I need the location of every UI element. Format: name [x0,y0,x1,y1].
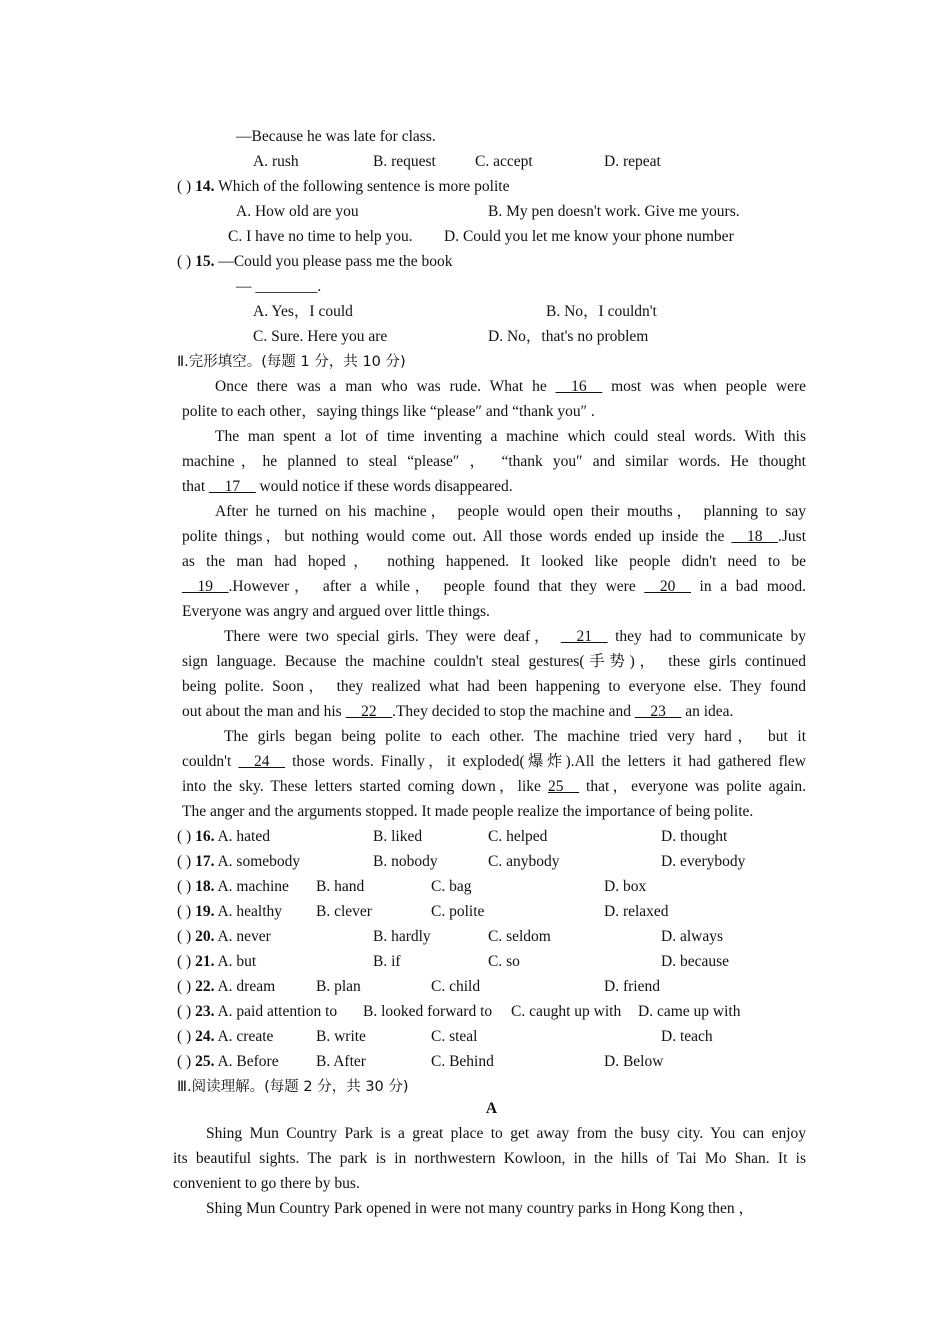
q14-option-d[interactable]: D. Could you let me know your phone number [444,228,734,245]
answer-paren[interactable]: ( ) [177,1028,192,1045]
reading-a-heading: A [485,1100,498,1117]
blank-19[interactable]: __19__ [182,578,229,595]
option-b[interactable]: B. looked forward to [363,1003,493,1020]
answer-paren[interactable]: ( ) [177,878,192,895]
blank-22[interactable]: __22__ [345,703,393,720]
option-b[interactable]: B. hardly [373,928,431,945]
blank-16[interactable]: __16__ [555,378,603,395]
option-c[interactable]: C. child [431,978,481,995]
q13-answer-line: —Because he was late for class. [236,128,436,145]
option-a[interactable]: A. somebody [217,853,301,870]
option-b[interactable]: B. hand [316,878,365,895]
choice-row-25: ( ) 25. A. Before [177,1053,279,1070]
passage-p2-line2: machine，he planned to steal “please″ ， “thank you″ and similar words. He thought [182,453,806,470]
blank-23[interactable]: __23__ [634,703,682,720]
passage-p5-line4: The anger and the arguments stopped. It made people realize the importance of being polite. [182,803,754,820]
option-a[interactable]: A. Before [217,1053,279,1070]
option-a[interactable]: A. healthy [217,903,283,920]
answer-paren[interactable]: ( ) [177,828,192,845]
option-b[interactable]: B. if [373,953,401,970]
choice-row-24: ( ) 24. A. create [177,1028,274,1045]
option-c[interactable]: C. caught up with [511,1003,622,1020]
option-d[interactable]: D. because [661,953,729,970]
q15-stem-line [177,252,453,272]
passage-p3-line3: as the man had hoped， nothing happened. It looked like people didn't need to be [182,553,806,570]
q14-option-c[interactable]: C. I have no time to help you. [228,228,413,245]
answer-paren[interactable]: ( ) [177,853,192,870]
option-a[interactable]: A. machine [217,878,289,895]
choice-row-17: ( ) 17. A. somebody [177,853,301,870]
option-a[interactable]: A. create [217,1028,274,1045]
option-d[interactable]: D. relaxed [604,903,669,920]
option-d[interactable]: D. Below [604,1053,664,1070]
passage-p3-line2: polite things，but nothing would come out. All those words ended up inside the __18__.Just [182,528,806,545]
choice-row-20: ( ) 20. A. never [177,928,271,945]
q13-option-b[interactable]: B. request [373,153,436,170]
option-d[interactable]: D. came up with [638,1003,741,1020]
choice-row-19: ( ) 19. A. healthy [177,903,283,920]
option-b[interactable]: B. After [316,1053,366,1070]
choice-row-16: ( ) 16. A. hated [177,828,270,845]
option-c[interactable]: C. bag [431,878,472,895]
question-number: 15. [195,253,215,270]
passage-p1-line2: polite to each other，saying things like “please″ and “thank you″ . [182,403,595,420]
blank-21[interactable]: __21__ [560,628,608,645]
reading-a-p2-line1: Shing Mun Country Park opened in were not many country parks in Hong Kong then ， [206,1200,755,1217]
passage-p5-line2: couldn't __24__ those words. Finally，it exploded(爆炸).All the letters it had gathered flew [182,753,806,770]
blank-24[interactable]: __24__ [238,753,285,770]
answer-paren[interactable]: ( ) [177,178,192,195]
passage-p3-line5: Everyone was angry and argued over little things. [182,603,490,620]
option-d[interactable]: D. teach [661,1028,713,1045]
q13-option-d[interactable]: D. repeat [604,153,661,170]
option-d[interactable]: D. always [661,928,723,945]
passage-p4-line1: There were two special girls. They were deaf， __21__ they had to communicate by [224,628,806,645]
option-a[interactable]: A. hated [217,828,270,845]
blank-18[interactable]: __18__ [731,528,778,545]
q15-option-b[interactable]: B. No，I couldn't [546,303,657,320]
blank-20[interactable]: __20__ [644,578,691,595]
q15-option-a[interactable]: A. Yes，I could [253,303,353,320]
question-number: 14. [195,178,215,195]
option-c[interactable]: C. polite [431,903,485,920]
passage-p4-line2: sign language. Because the machine couldn't steal gestures(手势)， these girls continued [182,653,806,670]
answer-paren[interactable]: ( ) [177,978,192,995]
passage-p4-line3: being polite. Soon， they realized what had been happening to everyone else. They found [182,678,806,695]
option-c[interactable]: C. anybody [488,853,560,870]
option-c[interactable]: C. Behind [431,1053,494,1070]
option-b[interactable]: B. liked [373,828,423,845]
answer-paren[interactable]: ( ) [177,1003,192,1020]
answer-paren[interactable]: ( ) [177,903,192,920]
option-d[interactable]: D. everybody [661,853,746,870]
option-c[interactable]: C. helped [488,828,548,845]
q15-option-c[interactable]: C. Sure. Here you are [253,328,388,345]
option-d[interactable]: D. friend [604,978,660,995]
option-a[interactable]: A. but [217,953,257,970]
passage-p3-line4: __19__.However， after a while， people found that they were __20__ in a bad mood. [182,578,806,595]
passage-p5-line3: into the sky. These letters started coming down，like 25__ that，everyone was polite again. [182,778,807,795]
option-b[interactable]: B. clever [316,903,372,920]
option-c[interactable]: C. so [488,953,520,970]
q13-option-a[interactable]: A. rush [253,153,299,170]
answer-paren[interactable]: ( ) [177,253,192,270]
section-3-title: Ⅲ.阅读理解。(每题 2 分，共 30 分) [177,1079,409,1095]
blank-25[interactable]: 25__ [547,778,579,795]
q15-blank-line: — ________. [236,278,322,295]
passage-p2-line1: The man spent a lot of time inventing a machine which could steal words. With this [215,428,806,445]
blank-17[interactable]: __17__ [209,478,256,495]
passage-p2-line3: that __17__ would notice if these words disappeared. [182,478,513,495]
reading-a-p1-line3: convenient to go there by bus. [173,1175,360,1192]
passage-p1-line1: Once there was a man who was rude. What he __16__ most was when people were [215,378,806,395]
option-c[interactable]: C. seldom [488,928,551,945]
option-a[interactable]: A. paid attention to [217,1003,338,1020]
choice-row-23: ( ) 23. A. paid attention to [177,1003,338,1020]
option-d[interactable]: D. box [604,878,647,895]
option-b[interactable]: B. plan [316,978,361,995]
answer-paren[interactable]: ( ) [177,928,192,945]
section-2-title: Ⅱ.完形填空。(每题 1 分，共 10 分) [177,354,406,370]
reading-a-p1-line2: its beautiful sights. The park is in northwestern Kowloon, in the hills of Tai Mo Shan. It is [173,1150,806,1167]
option-c[interactable]: C. steal [431,1028,478,1045]
q13-option-c[interactable]: C. accept [475,153,533,170]
question-stem: Which of the following sentence is more polite [218,178,510,195]
q14-stem-line [177,177,509,197]
answer-paren[interactable]: ( ) [177,953,192,970]
reading-a-p1-line1: Shing Mun Country Park is a great place to get away from the busy city. You can enjoy [206,1125,806,1142]
option-b[interactable]: B. write [316,1028,366,1045]
choice-row-18: ( ) 18. A. machine [177,878,289,895]
passage-p3-line1: After he turned on his machine， people would open their mouths， planning to say [215,503,806,520]
question-stem: —Could you please pass me the book [218,253,453,270]
option-b[interactable]: B. nobody [373,853,438,870]
option-a[interactable]: A. never [217,928,271,945]
choice-row-22: ( ) 22. A. dream [177,978,276,995]
passage-p5-line1: The girls began being polite to each other. The machine tried very hard， but it [224,728,806,745]
answer-paren[interactable]: ( ) [177,1053,192,1070]
q14-option-b[interactable]: B. My pen doesn't work. Give me yours. [488,203,740,220]
choice-row-21: ( ) 21. A. but [177,953,257,970]
q14-option-a[interactable]: A. How old are you [236,203,359,220]
passage-p4-line4: out about the man and his __22__.They decided to stop the machine and __23__ an idea. [182,703,734,720]
q15-option-d[interactable]: D. No，that's no problem [488,328,649,345]
option-a[interactable]: A. dream [217,978,276,995]
option-d[interactable]: D. thought [661,828,728,845]
